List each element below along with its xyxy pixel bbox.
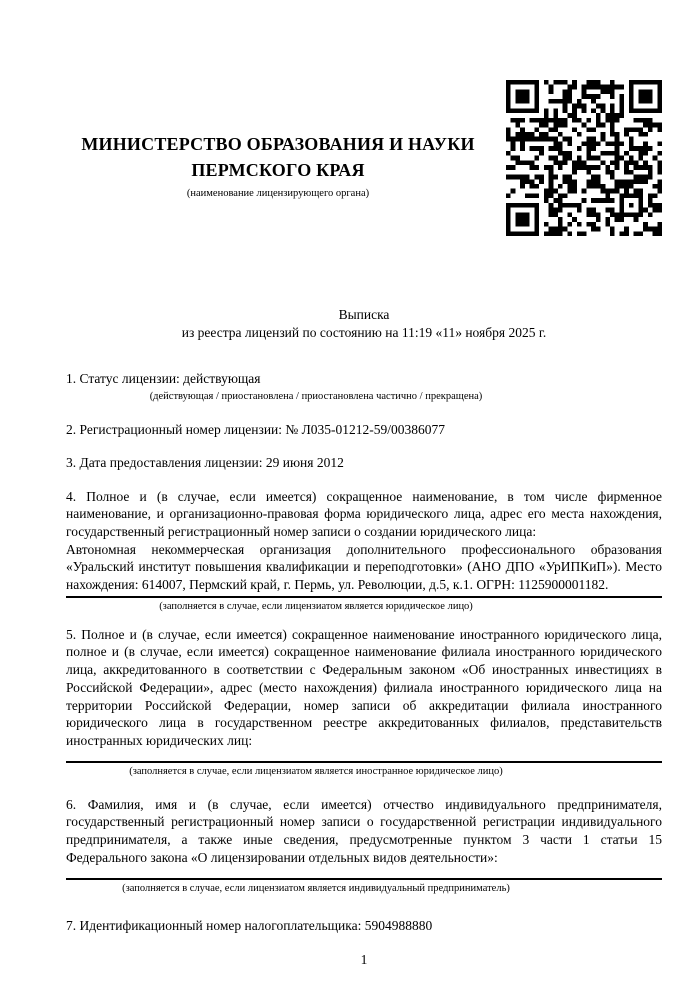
licensing-authority-name-line2: ПЕРМСКОГО КРАЯ (191, 160, 365, 180)
qr-code-icon (506, 80, 662, 236)
section-foreign-entity-question: 5. Полное и (в случае, если имеется) сокращенное наименование иностранного юридического лица, полное и (в случае, если имеется) сокращенное наименование филиала иностранного юридического лица, аккредитованного в соответствии с Федеральным законом «Об иностранных инвестициях в Российской Федерации», адрес (место нахождения) филиала иностранного юридического лица на территории Российской Федерации, номер записи об аккредитации филиала иностранного юридического лица в государственном реестре аккредитованных филиалов, представительств иностранных юридических лиц: (66, 626, 662, 748)
field-registration-number: 2. Регистрационный номер лицензии: № Л035-01212-59/00386077 (66, 422, 446, 438)
licensing-authority-header (66, 131, 490, 200)
section-entrepreneur-question: 6. Фамилия, имя и (в случае, если имеется) отчество индивидуального предпринимателя, государственный регистрационный номер записи о государственной регистрации индивидуального предпринимателя, а также иные сведения, предусмотренные пунктом 3 части 1 статьи 15 Федерального закона «О лицензировании отдельных видов деятельности»: (66, 796, 662, 865)
field-grant-date: 3. Дата предоставления лицензии: 29 июня 2012 (66, 454, 344, 470)
section-legal-entity-note: (заполняется в случае, если лицензиатом является юридическое лицо) (159, 600, 473, 612)
document-title-line2: из реестра лицензий по состоянию на 11:19 «11» ноября 2025 г. (181, 324, 547, 340)
document-title-line1: Выписка (338, 307, 390, 322)
section-entrepreneur-note: (заполняется в случае, если лицензиатом является индивидуальный предприниматель) (122, 883, 510, 895)
fill-line-foreign-entity (66, 761, 662, 763)
fill-line-entrepreneur (66, 878, 662, 880)
licensing-authority-name-line1: МИНИСТЕРСТВО ОБРАЗОВАНИЯ И НАУКИ (81, 134, 475, 154)
field-license-status: 1. Статус лицензии: действующая (66, 371, 261, 387)
document-title (66, 306, 662, 341)
field-license-status-note: (действующая / приостановлена / приостановлена частично / прекращена) (149, 391, 483, 403)
field-taxpayer-id: 7. Идентификационный номер налогоплательщика: 5904988880 (66, 918, 433, 934)
licensing-authority-caption: (наименование лицензирующего органа) (186, 188, 370, 199)
section-legal-entity-value: Автономная некоммерческая организация дополнительного профессионального образования «Уральский институт повышения квалификации и переподготовки» (АНО ДПО «УрИПКиП»). Место нахождения: 614007, Пермский край, г. Пермь, ул. Революции, д.5, к.1. ОГРН: 1125900001182. (66, 541, 662, 593)
section-foreign-entity-note: (заполняется в случае, если лицензиатом является иностранное юридическое лицо) (129, 765, 503, 777)
page-number: 1 (360, 952, 368, 968)
fill-line-legal-entity (66, 596, 662, 598)
section-legal-entity-question: 4. Полное и (в случае, если имеется) сокращенное наименование, в том числе фирменное наименование, и организационно-правовая форма юридического лица, адрес его места нахождения, государственный регистрационный номер записи о создании юридического лица: (66, 488, 662, 539)
